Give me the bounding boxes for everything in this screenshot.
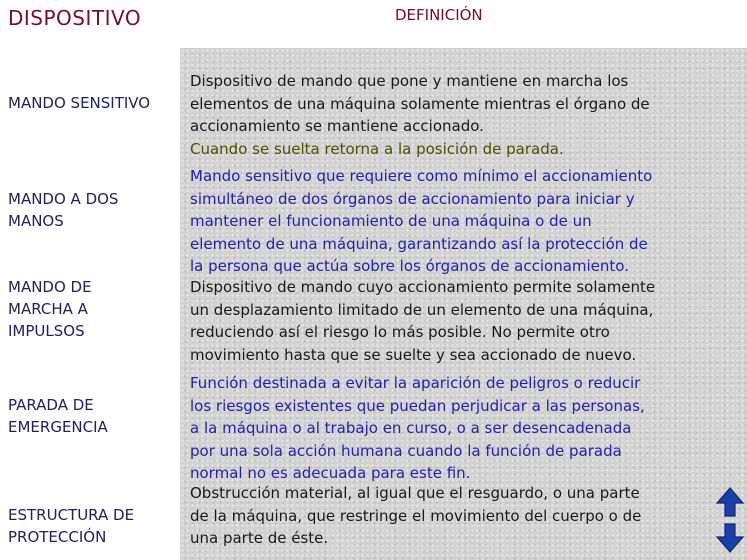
definition-mando-de-marcha-a-impulsos (190, 276, 655, 366)
term-line: MANDO SENSITIVO (8, 94, 151, 112)
definition-line: Dispositivo de mando cuyo accionamiento permite solamente (190, 278, 656, 296)
term-mando-a-dos-manos (8, 188, 118, 232)
definition-line: Función destinada a evitar la aparición de peligros o reducir (190, 374, 641, 392)
definition-line: Mando sensitivo que requiere como mínimo el accionamiento (190, 167, 653, 185)
definition-line: elemento de una máquina, garantizando así la protección de (190, 234, 648, 253)
definition-line: elementos de una máquina solamente mientras el órgano de (190, 94, 650, 113)
term-parada-de-emergencia (8, 394, 108, 438)
definition-line: normal no es adecuada para este fin. (190, 464, 471, 482)
term-line: MANDO DE (8, 278, 92, 296)
term-line: PROTECCIÓN (8, 528, 107, 546)
definition-line: una parte de éste. (190, 529, 329, 547)
definition-estructura-de-proteccion (190, 482, 641, 550)
definition-line: por una sola acción humana cuando la función de parada (190, 441, 622, 460)
definition-line: Obstrucción material, al igual que el resguardo, o una parte (190, 484, 640, 502)
definition-line: accionamiento se mantiene accionado. (190, 117, 484, 135)
definition-line: los riesgos existentes que puedan perjudicar a las personas, (190, 396, 645, 415)
definition-line: reduciendo así el riesgo lo más posible. No permite otro (190, 323, 610, 341)
page-title: DISPOSITIVO (8, 6, 142, 30)
definition-parada-de-emergencia (190, 372, 645, 485)
term-line: PARADA DE (8, 396, 94, 414)
term-line: IMPULSOS (8, 322, 85, 340)
term-line: MANDO A DOS (8, 190, 119, 208)
term-line: MARCHA A (8, 300, 88, 318)
term-mando-de-marcha-a-impulsos (8, 276, 92, 342)
definition-line: a la máquina o al trabajo en curso, o a ser desencadenada (190, 419, 632, 437)
arrow-up-icon[interactable] (716, 487, 744, 517)
definition-line: de la máquina, que restringe el movimiento del cuerpo o de (190, 506, 642, 525)
definition-line: movimiento hasta que se suelte y sea accionado de nuevo. (190, 345, 637, 364)
definition-mando-a-dos-manos (190, 165, 652, 278)
definition-heading: DEFINICIÓN (395, 6, 483, 24)
arrow-down-icon[interactable] (716, 523, 744, 553)
definition-line: mantener el funcionamiento de una máquina o de un (190, 212, 592, 230)
definition-note: Cuando se suelta retorna a la posición de parada. (190, 139, 564, 158)
definition-line: simultáneo de dos órganos de accionamiento para iniciar y (190, 189, 635, 208)
definition-line: Dispositivo de mando que pone y mantiene en marcha los (190, 72, 629, 90)
term-line: MANOS (8, 212, 64, 230)
term-mando-sensitivo (8, 92, 150, 114)
definition-line: un desplazamiento limitado de un elemento de una máquina, (190, 300, 654, 319)
term-estructura-de-proteccion (8, 504, 134, 548)
definition-mando-sensitivo (190, 70, 650, 160)
term-line: ESTRUCTURA DE (8, 506, 135, 524)
definition-line: la persona que actúa sobre los órganos de accionamiento. (190, 257, 629, 275)
term-line: EMERGENCIA (8, 418, 108, 436)
